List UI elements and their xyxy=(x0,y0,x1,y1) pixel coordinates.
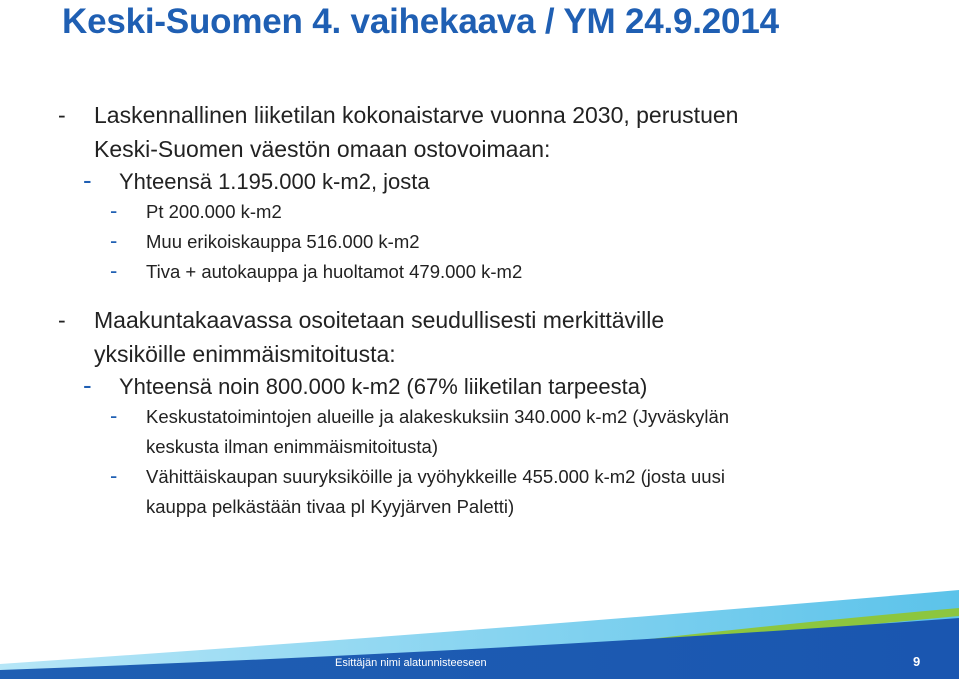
section2-total xyxy=(58,371,938,402)
section2-heading xyxy=(58,303,938,371)
bullet-dash: - xyxy=(58,307,66,333)
section1-total-text: Yhteensä 1.195.000 k-m2, josta xyxy=(119,169,430,194)
list-item xyxy=(58,227,938,257)
bullet-dash: - xyxy=(58,102,66,128)
section1-heading-line2: Keski-Suomen väestön omaan ostovoimaan: xyxy=(94,136,551,162)
section2-heading-line1: Maakuntakaavassa osoitetaan seudullisesti merkittäville xyxy=(94,307,665,333)
list-item-line1: Vähittäiskaupan suuryksiköille ja vyöhykkeille 455.000 k-m2 (josta uusi xyxy=(146,466,725,487)
section1-heading-line1: Laskennallinen liiketilan kokonaistarve vuonna 2030, perustuen xyxy=(94,102,739,128)
list-item-text: Muu erikoiskauppa 516.000 k-m2 xyxy=(146,231,420,252)
bullet-dash: - xyxy=(83,370,92,400)
bullet-dash: - xyxy=(110,463,118,488)
bullet-dash: - xyxy=(83,165,92,195)
section2-total-text: Yhteensä noin 800.000 k-m2 (67% liiketilan tarpeesta) xyxy=(119,374,648,399)
bullet-dash: - xyxy=(110,228,118,253)
list-item xyxy=(58,197,938,227)
list-item xyxy=(58,257,938,287)
list-item-line1: Keskustatoimintojen alueille ja alakeskuksiin 340.000 k-m2 (Jyväskylän xyxy=(146,406,730,427)
slide-title: Keski-Suomen 4. vaihekaava / YM 24.9.2014 xyxy=(62,2,779,41)
footer-presenter-name: Esittäjän nimi alatunnisteeseen xyxy=(335,657,487,669)
section1-total xyxy=(58,166,938,197)
list-item-line2: keskusta ilman enimmäismitoitusta) xyxy=(146,436,438,457)
list-item-text: Tiva + autokauppa ja huoltamot 479.000 k-m2 xyxy=(146,261,523,282)
page-number: 9 xyxy=(913,654,921,669)
list-item xyxy=(58,402,938,462)
list-item-line2: kauppa pelkästään tivaa pl Kyyjärven Paletti) xyxy=(146,496,515,517)
bullet-dash: - xyxy=(110,198,118,223)
section1-heading xyxy=(58,98,938,166)
bullet-dash: - xyxy=(110,258,118,283)
slide-body xyxy=(58,98,938,522)
list-item xyxy=(58,462,938,522)
section2-heading-line2: yksiköille enimmäismitoitusta: xyxy=(94,341,396,367)
list-item-text: Pt 200.000 k-m2 xyxy=(146,201,282,222)
bullet-dash: - xyxy=(110,403,118,428)
